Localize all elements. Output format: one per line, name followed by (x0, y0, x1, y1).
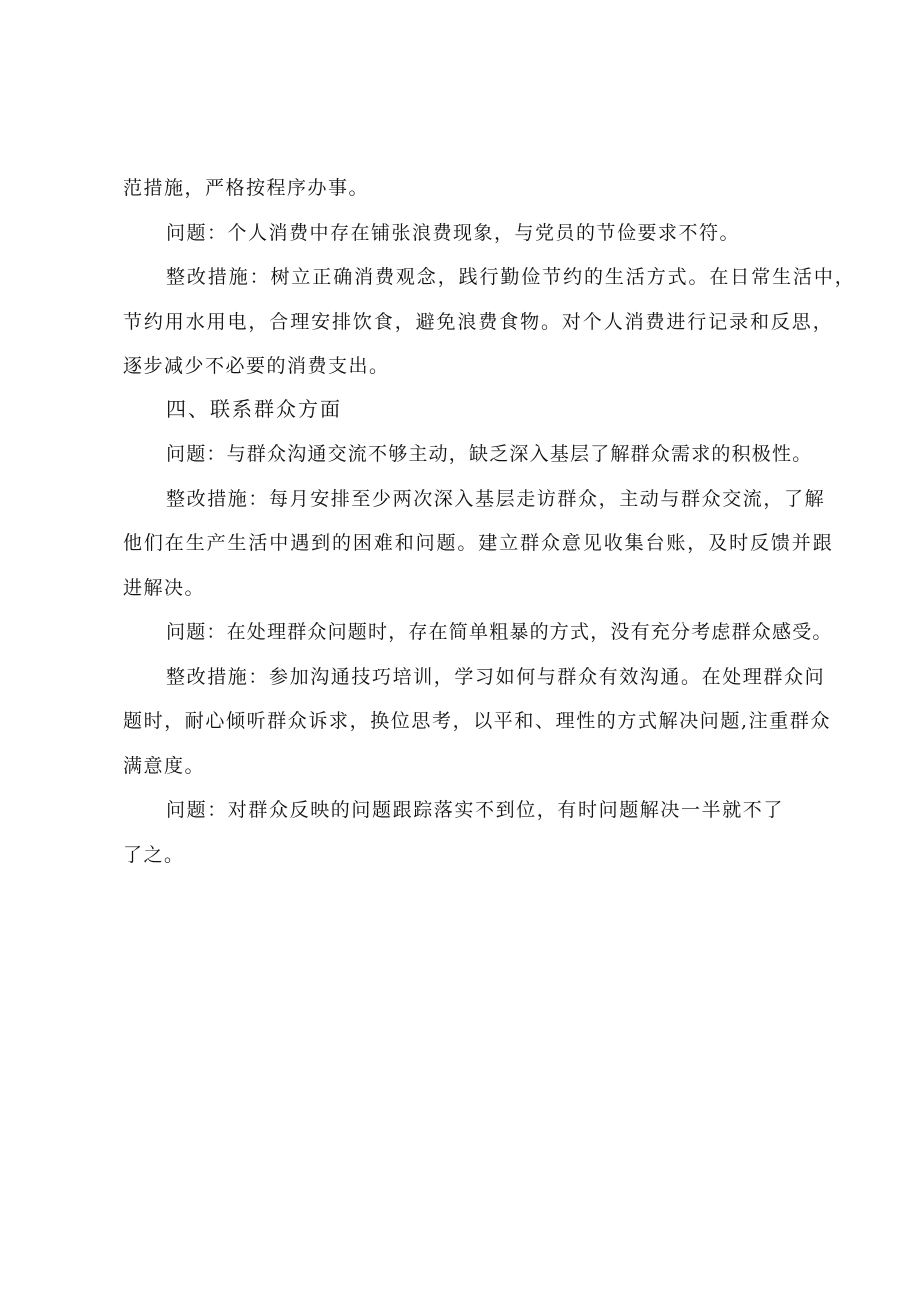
text-line-measure-visit-2: 他们在生产生活中遇到的困难和问题。建立群众意见收集台账，及时反馈并跟 (123, 532, 834, 554)
text-line-measure-consumption-3: 逐步减少不必要的消费支出。 (123, 355, 390, 377)
text-line-measure-training-2: 题时，耐心倾听群众诉求，换位思考，以平和、理性的方式解决问题,注重群众 (123, 710, 832, 732)
text-line-issue-followup-2: 了之。 (123, 844, 185, 866)
text-line-measure-consumption-1: 整改措施：树立正确消费观念，践行勤俭节约的生活方式。在日常生活中， (166, 266, 856, 288)
text-line-measure-consumption-2: 节约用水用电，合理安排饮食，避免浪费食物。对个人消费进行记录和反思， (123, 311, 834, 333)
text-line-issue-consumption: 问题：个人消费中存在铺张浪费现象，与党员的节俭要求不符。 (166, 222, 741, 244)
text-line-measure-training-3: 满意度。 (123, 755, 206, 777)
text-line-measure-visit-1: 整改措施：每月安排至少两次深入基层走访群众，主动与群众交流，了解 (166, 488, 826, 510)
text-line-issue-handling: 问题：在处理群众问题时，存在简单粗暴的方式，没有充分考虑群众感受。 (166, 621, 833, 643)
text-line-measure-training-1: 整改措施：参加沟通技巧培训，学习如何与群众有效沟通。在处理群众问 (166, 666, 826, 688)
section-heading-contact-masses: 四、联系群众方面 (166, 397, 342, 421)
text-line-measures-end: 范措施，严格按程序办事。 (123, 177, 370, 199)
text-line-measure-visit-3: 进解决。 (123, 577, 206, 599)
text-line-issue-communication: 问题：与群众沟通交流不够主动，缺乏深入基层了解群众需求的积极性。 (166, 443, 813, 465)
text-line-issue-followup-1: 问题：对群众反映的问题跟踪落实不到位，有时问题解决一半就不了 (166, 799, 785, 821)
